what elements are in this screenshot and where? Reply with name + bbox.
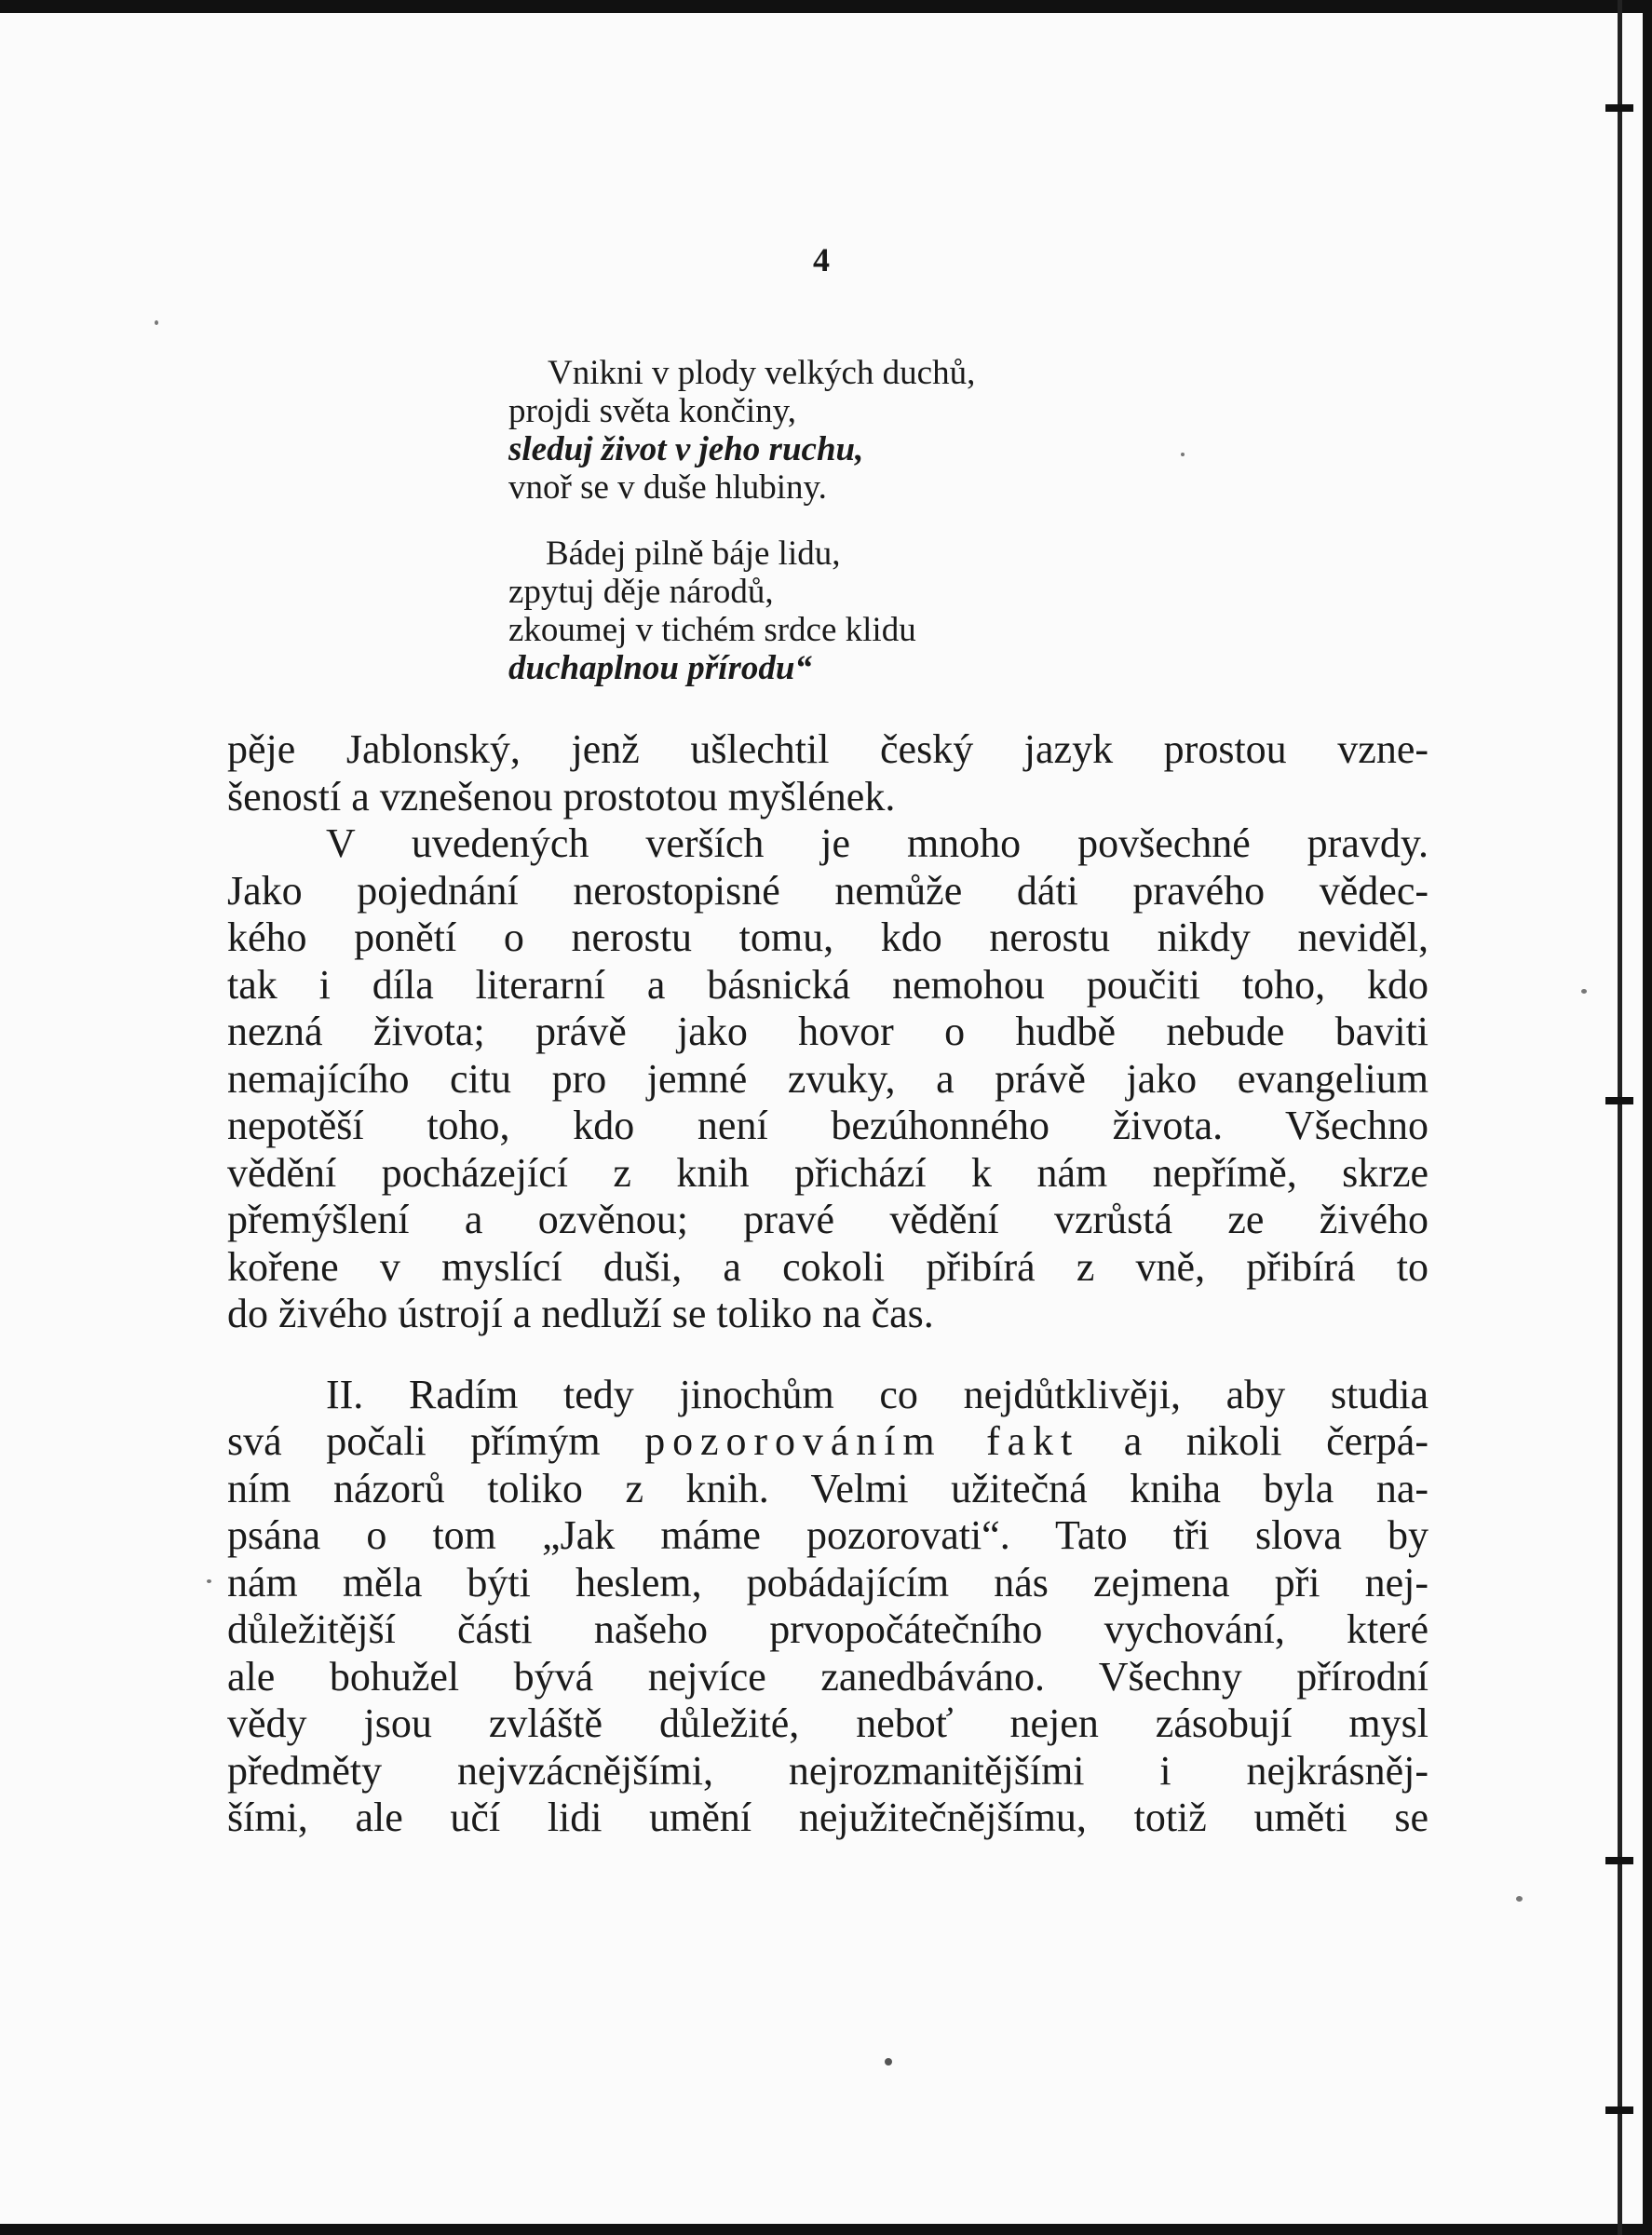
text-line: tak i díla literarní a básnická nemohou poučiti toho, kdo [227, 961, 1429, 1008]
scan-border-bottom [0, 2224, 1652, 2235]
section-gap [227, 1338, 1429, 1372]
text-line [227, 1418, 1429, 1466]
text-line: nemajícího citu pro jemné zvuky, a právě jako evangelium [227, 1055, 1429, 1102]
binding-mark [1605, 104, 1633, 112]
poem-stanza-2 [508, 535, 1179, 687]
text-line: Jako pojednání nerostopisné nemůže dáti pravého vědec- [227, 867, 1429, 914]
text-line: kého ponětí o nerostu tomu, kdo nerostu nikdy neviděl, [227, 914, 1429, 960]
poem-line: projdi světa končiny, [508, 392, 796, 430]
text-line: nepotěší toho, kdo není bezúhonného života. Všechno [227, 1103, 1429, 1148]
scan-speck [885, 2058, 892, 2066]
text-line: důležitější části našeho prvopočátečního vychování, které [227, 1606, 1429, 1652]
text-line: šeností a vznešenou prostotou myšlének. [227, 773, 896, 820]
scan-speck [155, 320, 158, 325]
text-line: do živého ústrojí a nedluží se toliko na čas. [227, 1291, 934, 1336]
text-line: předměty nejvzácnějšími, nejrozmanitějšími i nejkrásněj- [227, 1747, 1429, 1794]
scan-speck [1181, 453, 1185, 456]
scan-speck [207, 1579, 211, 1583]
scan-border-right [1643, 0, 1652, 2235]
poem-line: zpytuj děje národů, [508, 573, 774, 611]
poem-line: Vnikni v plody velkých duchů, [548, 354, 976, 392]
spaced-emphasis: pozorováním [644, 1418, 942, 1464]
text-line: nám měla býti heslem, pobádajícím nás zejmena při nej- [227, 1559, 1429, 1605]
text-line: ním názorů toliko z knih. Velmi užitečná kniha byla na- [227, 1465, 1429, 1511]
text-line: V uvedených verších je mnoho povšechné pravdy. [326, 820, 1429, 866]
scan-speck [1581, 989, 1587, 994]
text-fragment: a nikoli čerpá- [1123, 1418, 1429, 1464]
text-line: vědy jsou zvláště důležité, neboť nejen zásobují mysl [227, 1700, 1429, 1746]
text-line: kořene v myslící duši, a cokoli přibírá z vně, přibírá to [227, 1243, 1429, 1290]
poem-line: vnoř se v duše hlubiny. [508, 468, 827, 507]
scan-border-top [0, 0, 1652, 13]
text-line: šími, ale učí lidi umění nejužitečnějšímu, totiž uměti se [227, 1795, 1429, 1840]
text-fragment: svá počali přímým [227, 1418, 601, 1464]
poem-line: duchaplnou přírodu“ [508, 649, 812, 687]
binding-mark [1605, 1097, 1633, 1104]
poem-line: Bádej pilně báje lidu, [546, 535, 841, 573]
binding-mark [1605, 2106, 1633, 2114]
text-line: vědění pocházející z knih přichází k nám nepřímě, skrze [227, 1149, 1429, 1196]
text-line: přemýšlení a ozvěnou; pravé vědění vzrůstá ze živého [227, 1197, 1429, 1242]
text-line: nezná života; právě jako hovor o hudbě nebude baviti [227, 1009, 1429, 1054]
text-line: II. Radím tedy jinochům co nejdůtklivěji, aby studia [326, 1371, 1429, 1417]
poem-line: sleduj život v jeho ruchu, [508, 430, 864, 468]
binding-mark [1605, 1857, 1633, 1864]
binding-rule [1618, 0, 1622, 2235]
page-number: 4 [813, 241, 830, 278]
poem-line: zkoumej v tichém srdce klidu [508, 611, 916, 649]
scan-speck [1516, 1896, 1523, 1902]
poem-quote [508, 354, 1179, 715]
spaced-emphasis: fakt [986, 1418, 1080, 1464]
poem-stanza-1 [508, 354, 1179, 507]
text-line: psána o tom „Jak máme pozorovati“. Tato tři slova by [227, 1512, 1429, 1558]
body-text [227, 726, 1429, 1842]
text-line: ale bohužel bývá nejvíce zanedbáváno. Všechny přírodní [227, 1653, 1429, 1700]
text-line: pěje Jablonský, jenž ušlechtil český jazyk prostou vzne- [227, 726, 1429, 772]
